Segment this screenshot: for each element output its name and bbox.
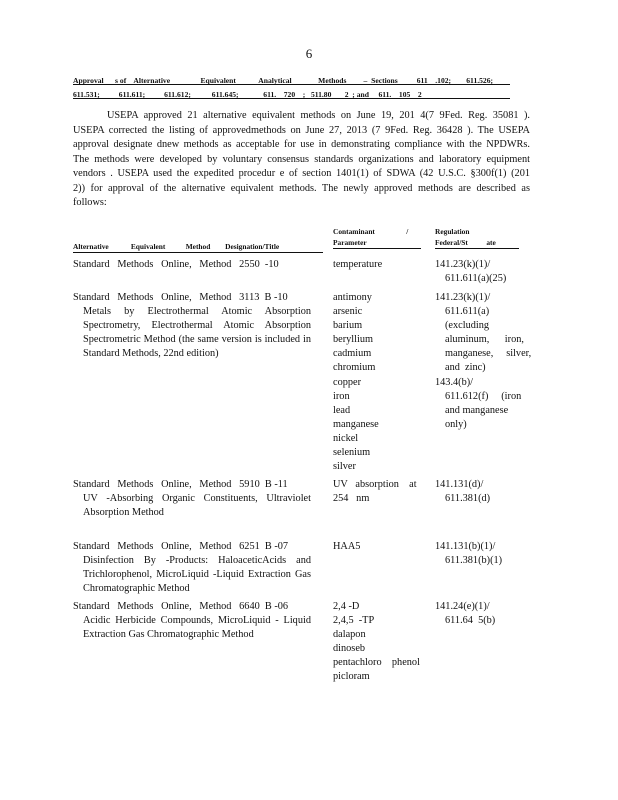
method-designation: Standard Methods Online, Method 5910 B -11 bbox=[73, 479, 288, 490]
contaminant-item: picloram bbox=[333, 671, 370, 683]
column-header-regulation bbox=[435, 226, 519, 249]
regulation-citation: 141.23(k)(1)/ bbox=[435, 292, 491, 303]
contaminant-cell bbox=[333, 600, 421, 685]
regulation-citation: 143.4(b)/ bbox=[435, 376, 474, 388]
method-title: Acidic Herbicide Compounds, MicroLiquid - Liquid Extraction Gas Chromatographic Method bbox=[83, 615, 311, 641]
method-title: Disinfection By -Products: HaloaceticAcids and Trichlorophenol, MicroLiquid -Liquid Extraction Gas Chromatographic Method bbox=[83, 555, 311, 595]
regulation-citation: 611.64 5(b) bbox=[445, 615, 496, 627]
contaminant-item: UV absorption at bbox=[333, 479, 417, 490]
section-heading-text-1: Approval s of Alternative Equivalent Analytical Methods – Sections 611 .102; 611.526; bbox=[73, 76, 494, 85]
method-designation-cell bbox=[73, 291, 311, 361]
contaminant-item: temperature bbox=[333, 259, 383, 270]
contaminant-item: HAA5 bbox=[333, 541, 361, 552]
regulation-citation: 141.131(d)/ bbox=[435, 479, 484, 490]
section-heading-line-1 bbox=[73, 76, 510, 85]
column-header-regulation-line2: Federal/St ate bbox=[435, 237, 519, 249]
regulation-cell bbox=[435, 291, 530, 432]
method-designation-cell bbox=[73, 540, 311, 596]
contaminant-item: copper bbox=[333, 376, 362, 388]
contaminant-item: silver bbox=[333, 461, 356, 473]
regulation-citation: only) bbox=[445, 418, 467, 430]
contaminant-cell bbox=[333, 291, 421, 474]
contaminant-cell bbox=[333, 478, 421, 506]
contaminant-item: arsenic bbox=[333, 306, 363, 318]
contaminant-item: cadmium bbox=[333, 348, 372, 360]
regulation-citation: 611.381(d) bbox=[445, 493, 491, 505]
method-designation: Standard Methods Online, Method 6251 B -07 bbox=[73, 541, 289, 552]
section-heading-line-2 bbox=[73, 90, 510, 99]
column-header-contaminant-line2: Parameter bbox=[333, 237, 421, 249]
contaminant-item: pentachloro phenol bbox=[333, 657, 420, 669]
contaminant-item: manganese bbox=[333, 418, 379, 430]
contaminant-cell bbox=[333, 540, 421, 554]
contaminant-item: antimony bbox=[333, 292, 372, 303]
regulation-citation: 141.131(b)(1)/ bbox=[435, 541, 496, 552]
contaminant-item: selenium bbox=[333, 447, 371, 459]
regulation-citation: 611.381(b)(1) bbox=[445, 555, 503, 567]
column-header-regulation-line1: Regulation bbox=[435, 227, 470, 236]
regulation-citation: 611.611(a)(25) bbox=[445, 273, 507, 285]
regulation-citation: 141.23(k)(1)/ bbox=[435, 259, 491, 270]
contaminant-item: lead bbox=[333, 404, 351, 416]
contaminant-item: iron bbox=[333, 390, 350, 402]
regulation-cell bbox=[435, 258, 530, 286]
regulation-citation: (excluding bbox=[445, 320, 490, 332]
contaminant-item: 254 nm bbox=[333, 493, 370, 505]
column-header-contaminant bbox=[333, 226, 421, 249]
regulation-cell bbox=[435, 540, 530, 568]
regulation-citation: 611.611(a) bbox=[445, 306, 490, 318]
contaminant-item: 2,4 -D bbox=[333, 601, 360, 612]
contaminant-item: dalapon bbox=[333, 629, 366, 641]
method-designation-cell bbox=[73, 258, 311, 272]
section-heading-text-2: 611.531; 611.611; 611.612; 611.645; 611. 720 ; 511.80 2 ; and 611. 105 2 bbox=[73, 90, 422, 99]
column-header-alternative: Alternative Equivalent Method Designation/Title bbox=[73, 241, 323, 253]
method-designation: Standard Methods Online, Method 2550 -10 bbox=[73, 259, 279, 270]
method-title: UV -Absorbing Organic Constituents, Ultraviolet Absorption Method bbox=[83, 493, 311, 519]
regulation-citation: aluminum, iron, bbox=[445, 334, 524, 346]
contaminant-item: barium bbox=[333, 320, 363, 332]
contaminant-cell bbox=[333, 258, 421, 272]
regulation-cell bbox=[435, 600, 530, 628]
contaminant-item: beryllium bbox=[333, 334, 374, 346]
page-number: 6 bbox=[305, 46, 313, 61]
regulation-citation: 141.24(e)(1)/ bbox=[435, 601, 490, 612]
regulation-citation: manganese, silver, bbox=[445, 348, 532, 360]
method-title: Metals by Electrothermal Atomic Absorption Spectrometry, Electrothermal Atomic Absorption Spectrometric Method (the same version is included in Standard Methods, 22nd edition) bbox=[83, 306, 311, 360]
regulation-cell bbox=[435, 478, 530, 506]
regulation-citation: and manganese bbox=[445, 404, 509, 416]
method-designation-cell bbox=[73, 478, 311, 520]
contaminant-item: 2,4,5 -TP bbox=[333, 615, 375, 627]
regulation-citation: 611.612(f) (iron bbox=[445, 390, 522, 402]
regulation-citation: and zinc) bbox=[445, 362, 486, 374]
method-designation-cell bbox=[73, 600, 311, 642]
intro-paragraph: USEPA approved 21 alternative equivalent methods on June 19, 201 4(7 9Fed. Reg. 35081 ). USEPA corrected the listing of approvedmethods on June 27, 2013 (7 9Fed. Reg. 36428 ). The USEPA approval designate dnew methods as acceptable for use in demonstrating compliance with the NPDWRs. The methods were developed by voluntary consensus standards organizations and laboratory equipment vendors . USEPA used the expedited procedur e of section 1401(1) of SDWA (42 U.S.C. §300f(1) (201 2)) for approval of the alternative equivalent methods. The newly approved methods are described as follows: bbox=[73, 110, 530, 208]
contaminant-item: dinoseb bbox=[333, 643, 366, 655]
method-designation: Standard Methods Online, Method 6640 B -06 bbox=[73, 601, 289, 612]
column-header-contaminant-line1: Contaminant / bbox=[333, 227, 409, 236]
contaminant-item: nickel bbox=[333, 432, 359, 444]
contaminant-item: chromium bbox=[333, 362, 376, 374]
method-designation: Standard Methods Online, Method 3113 B -10 bbox=[73, 292, 288, 303]
